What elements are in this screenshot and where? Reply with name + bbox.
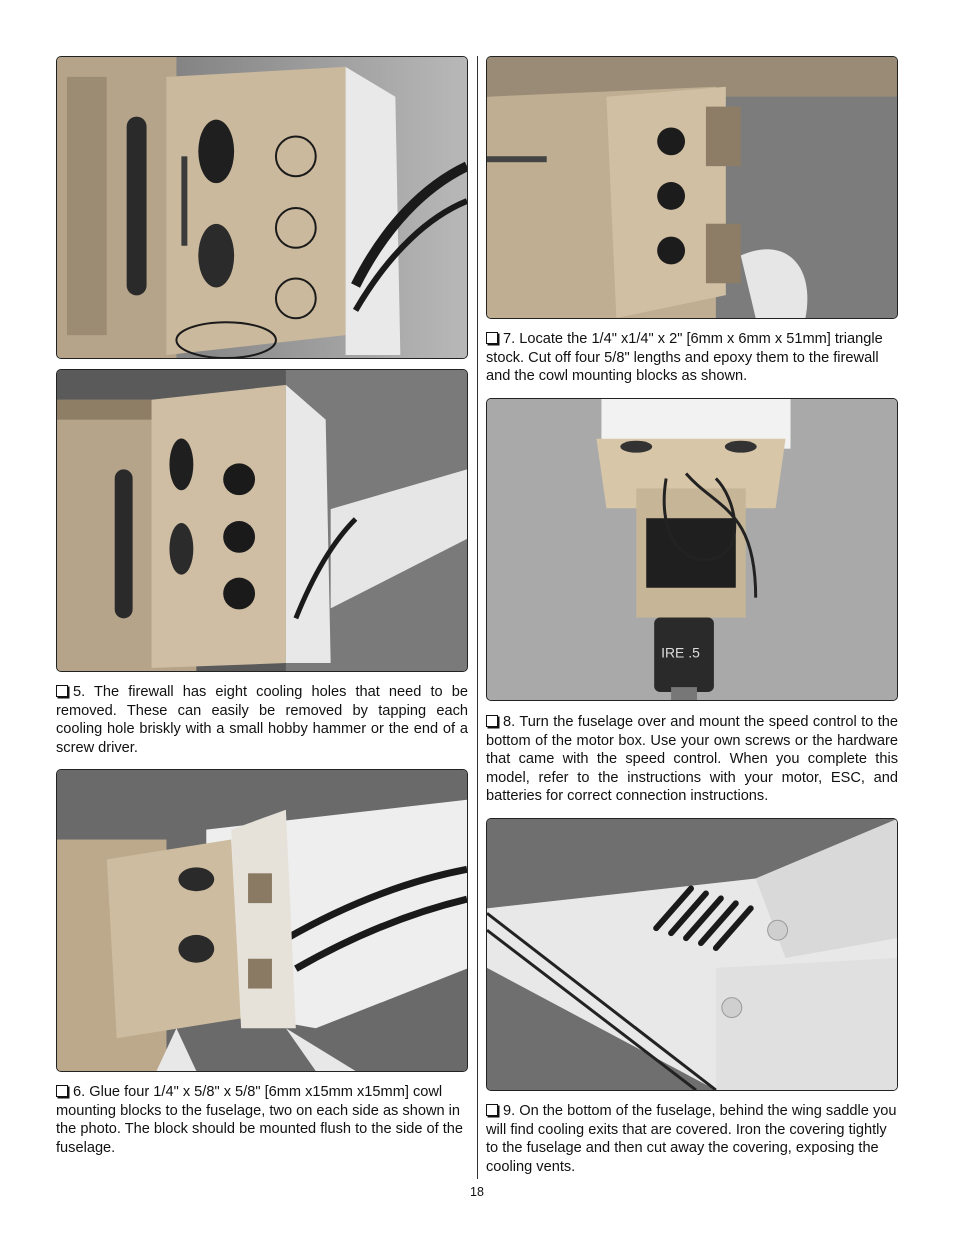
checkbox-step-8[interactable]: [486, 715, 498, 727]
checkbox-step-5[interactable]: [56, 685, 68, 697]
step-9-body: 9. On the bottom of the fuselage, behind the wing saddle you will find cooling exits that are covered. Iron the covering tightly to the fuselage and then cut away the covering, exposing the cooling vents.: [486, 1103, 897, 1175]
step-8-body: 8. Turn the fuselage over and mount the speed control to the bottom of the motor box. Use your own screws or the hardware that came with the speed control. When you complete this model, refer to the instructions with your motor, ESC, and batteries for correct connection instructions.: [486, 714, 898, 805]
photo-firewall-holes-removed: [56, 369, 468, 672]
photo-cowl-mounting-blocks: [56, 769, 468, 1072]
column-divider: [477, 56, 478, 1179]
step-6-text: [56, 1083, 468, 1157]
step-8-text: [486, 713, 898, 806]
step-5-text: [56, 683, 468, 757]
step-9-text: [486, 1102, 898, 1176]
photo-firewall-holes-marked: [56, 56, 468, 359]
motor-label: IRE .5: [661, 644, 700, 661]
photo-speed-control: [486, 398, 898, 701]
checkbox-step-9[interactable]: [486, 1104, 498, 1116]
checkbox-step-7[interactable]: [486, 332, 498, 344]
photo-cooling-vents: [486, 818, 898, 1091]
step-6-body: 6. Glue four 1/4" x 5/8" x 5/8" [6mm x15mm x15mm] cowl mounting blocks to the fuselage, two on each side as shown in the photo. The block should be mounted flush to the side of the fuselage.: [56, 1084, 464, 1156]
step-7-text: [486, 330, 898, 386]
page-number: 18: [470, 1185, 484, 1199]
checkbox-step-6[interactable]: [56, 1085, 68, 1097]
step-7-body: 7. Locate the 1/4" x1/4" x 2" [6mm x 6mm x 51mm] triangle stock. Cut off four 5/8" lengths and epoxy them to the firewall and the cowl mounting blocks as shown.: [486, 331, 883, 385]
step-5-body: 5. The firewall has eight cooling holes that need to be removed. These can easily be removed by tapping each cooling hole briskly with a small hobby hammer or the end of a screw driver.: [56, 684, 468, 756]
photo-triangle-stock: [486, 56, 898, 319]
